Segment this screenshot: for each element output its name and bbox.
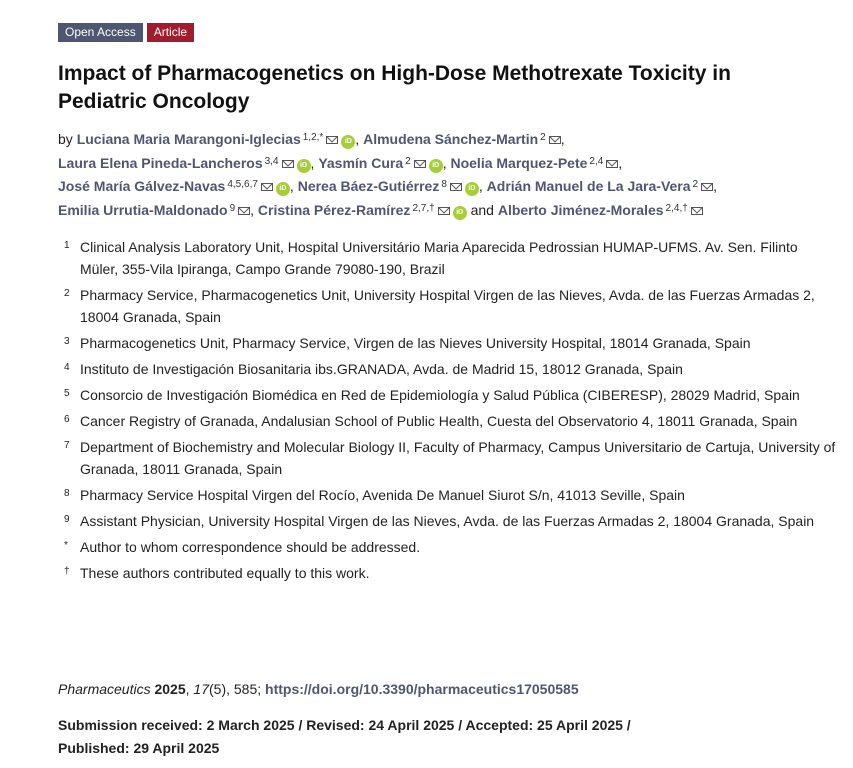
affiliation-item bbox=[58, 510, 838, 532]
orcid-icon[interactable]: iD bbox=[429, 159, 443, 173]
author-4 bbox=[318, 155, 442, 171]
affiliation-text: Clinical Analysis Laboratory Unit, Hospital Universitário Maria Aparecida Pedrossian HUMAP-UFMS. Av. Sen. Filinto Müler, 355-Vila Ipiranga, Campo Grande 79080-190, Brazil bbox=[80, 239, 798, 277]
author-name[interactable]: Alberto Jiménez-Morales bbox=[497, 201, 664, 218]
affiliation-text: Cancer Registry of Granada, Andalusian School of Public Health, Cuesta del Observatorio 4, 18011 Granada, Spain bbox=[80, 413, 798, 429]
author-3 bbox=[58, 155, 311, 171]
author-list: by Luciana Maria Marangoni-Iglecias $^{1,2,*}$ iD , Almudena Sánchez-Martin $^2$ , Laura Elena Pineda-Lancheros $^{3,4}$ iD , Yasmín Cura $^2$ iD , Noelia Marquez-Pete $^{2,4}$ , José María Gálvez-Navas $^{4,5,6,7}$ iD , Nerea Báez-Gutiérrez $^8$ iD , Adrián Manuel de La Jara-Vera $^2$ , Emilia Urrutia-Maldonado $^9$ , Cristina Pérez-Ramírez $^{2,7,\dagger}$ iD and Alberto Jiménez-Morales $^{2,4,\dagger}$ bbox=[58, 131, 717, 218]
author-11 bbox=[498, 202, 703, 218]
author-10 bbox=[258, 202, 467, 218]
affiliation-item bbox=[58, 332, 838, 354]
affiliation-text: These authors contributed equally to this work. bbox=[80, 565, 370, 581]
affiliation-text: Pharmacy Service Hospital Virgen del Rocío, Avenida De Manuel Siurot S/n, 41013 Seville, Spain bbox=[80, 487, 685, 503]
author-5 bbox=[450, 155, 618, 171]
affiliation-text: Instituto de Investigación Biosanitaria ibs.GRANADA, Avda. de Madrid 15, 18012 Granada, Spain bbox=[80, 361, 683, 377]
affiliation-text: Department of Biochemistry and Molecular Biology II, Faculty of Pharmacy, Campus Universitario de Cartuja, University of Granada, 18011 Granada, Spain bbox=[80, 439, 836, 477]
affiliation-item bbox=[58, 236, 838, 280]
affiliation-number: † bbox=[64, 566, 70, 577]
author-name[interactable]: Almudena Sánchez-Martin bbox=[363, 131, 539, 147]
badges bbox=[58, 23, 194, 42]
affiliation-number: 9 bbox=[64, 514, 70, 525]
email-icon[interactable] bbox=[450, 183, 462, 191]
affiliation-number: * bbox=[64, 540, 68, 551]
author-name[interactable]: José María Gálvez-Navas bbox=[58, 178, 226, 195]
author-affiliation-sup: 2,7,† bbox=[412, 202, 435, 214]
and-label: and bbox=[470, 201, 494, 218]
author-2 bbox=[363, 131, 561, 147]
author-affiliation-sup: 2 bbox=[405, 155, 411, 167]
citation-issue-pages: (5), 585; bbox=[209, 681, 266, 697]
citation: Pharmaceutics 2025, 17(5), 585; https://doi.org/10.3390/pharmaceutics17050585 bbox=[58, 681, 579, 697]
author-1 bbox=[77, 131, 356, 147]
orcid-icon[interactable]: iD bbox=[341, 135, 355, 149]
email-icon[interactable] bbox=[606, 160, 618, 168]
author-9 bbox=[58, 202, 250, 218]
affiliation-text: Pharmacy Service, Pharmacogenetics Unit, University Hospital Virgen de las Nieves, Avda. de las Fuerzas Armadas 2, 18004 Granada, Spain bbox=[80, 287, 815, 325]
affiliation-text: Author to whom correspondence should be addressed. bbox=[80, 539, 421, 555]
orcid-icon[interactable]: iD bbox=[465, 182, 479, 196]
author-affiliation-sup: 3,4 bbox=[264, 155, 279, 167]
orcid-icon[interactable]: iD bbox=[297, 159, 311, 173]
affiliation-number: 2 bbox=[64, 288, 70, 299]
article-type-badge: Article bbox=[147, 23, 194, 42]
affiliation-item bbox=[58, 284, 838, 328]
affiliation-number: 7 bbox=[64, 440, 70, 451]
affiliation-item bbox=[58, 410, 838, 432]
author-name[interactable]: Luciana Maria Marangoni-Iglecias bbox=[76, 131, 301, 147]
citation-volume: 17 bbox=[193, 681, 209, 697]
author-6 bbox=[58, 178, 290, 194]
orcid-icon[interactable]: iD bbox=[276, 182, 290, 196]
author-name[interactable]: Laura Elena Pineda-Lancheros bbox=[58, 154, 263, 171]
author-affiliation-sup: 9 bbox=[229, 202, 236, 214]
author-name[interactable]: Noelia Marquez-Pete bbox=[450, 154, 588, 171]
affiliation-number: 8 bbox=[64, 488, 70, 499]
email-icon[interactable] bbox=[414, 160, 426, 168]
affiliations bbox=[58, 236, 838, 588]
author-affiliation-sup: 1,2,* bbox=[302, 132, 324, 143]
affiliation-item bbox=[58, 484, 838, 506]
affiliation-text: Assistant Physician, University Hospital Virgen de las Nieves, Avda. de las Fuerzas Armadas 2, 18004 Granada, Spain bbox=[80, 513, 815, 529]
author-7 bbox=[298, 178, 479, 194]
author-affiliation-sup: 8 bbox=[441, 179, 447, 191]
author-name[interactable]: Yasmín Cura bbox=[318, 154, 404, 171]
open-access-badge[interactable]: Open Access bbox=[58, 23, 143, 42]
author-affiliation-sup: 2 bbox=[692, 179, 699, 191]
email-icon[interactable] bbox=[691, 207, 703, 215]
author-name[interactable]: Adrián Manuel de La Jara-Vera bbox=[486, 178, 691, 195]
author-name[interactable]: Cristina Pérez-Ramírez bbox=[257, 201, 411, 218]
doi-link[interactable]: https://doi.org/10.3390/pharmaceutics17050585 bbox=[265, 681, 579, 697]
affiliation-number: 4 bbox=[64, 362, 70, 373]
affiliation-item bbox=[58, 384, 838, 406]
by-label: by bbox=[58, 131, 73, 147]
journal-name: Pharmaceutics bbox=[58, 681, 151, 697]
email-icon[interactable] bbox=[438, 207, 450, 215]
orcid-icon[interactable]: iD bbox=[453, 206, 467, 220]
publication-dates: Submission received: 2 March 2025 / Revised: 24 April 2025 / Accepted: 25 April 2025 / Published: 29 April 2025 bbox=[58, 717, 631, 756]
affiliation-number: 5 bbox=[64, 388, 70, 399]
email-icon[interactable] bbox=[701, 183, 713, 191]
affiliation-number: 1 bbox=[64, 240, 70, 251]
author-affiliation-sup: 2,4,† bbox=[665, 202, 688, 214]
email-icon[interactable] bbox=[282, 160, 294, 168]
author-8 bbox=[487, 178, 713, 194]
author-affiliation-sup: 4,5,6,7 bbox=[227, 179, 258, 191]
article-title: Impact of Pharmacogenetics on High-Dose Methotrexate Toxicity in Pediatric Oncology bbox=[58, 62, 731, 113]
affiliation-text: Pharmacogenetics Unit, Pharmacy Service, Virgen de las Nieves University Hospital, 18014 Granada, Spain bbox=[80, 335, 751, 351]
author-name[interactable]: Emilia Urrutia-Maldonado bbox=[58, 201, 228, 218]
author-affiliation-sup: 2 bbox=[540, 132, 546, 143]
email-icon[interactable] bbox=[261, 183, 273, 191]
email-icon[interactable] bbox=[549, 136, 561, 144]
author-affiliation-sup: 2,4 bbox=[589, 155, 604, 167]
affiliation-note bbox=[58, 536, 838, 558]
affiliation-item bbox=[58, 358, 838, 380]
affiliation-text: Consorcio de Investigación Biomédica en Red de Epidemiología y Salud Pública (CIBERESP), 28029 Madrid, Spain bbox=[80, 387, 800, 403]
email-icon[interactable] bbox=[238, 207, 250, 215]
citation-year: 2025 bbox=[154, 681, 186, 697]
affiliation-item bbox=[58, 436, 838, 480]
affiliation-note bbox=[58, 562, 838, 584]
affiliation-number: 6 bbox=[64, 414, 70, 425]
email-icon[interactable] bbox=[326, 136, 338, 144]
affiliation-number: 3 bbox=[64, 336, 70, 347]
author-name[interactable]: Nerea Báez-Gutiérrez bbox=[297, 178, 440, 195]
